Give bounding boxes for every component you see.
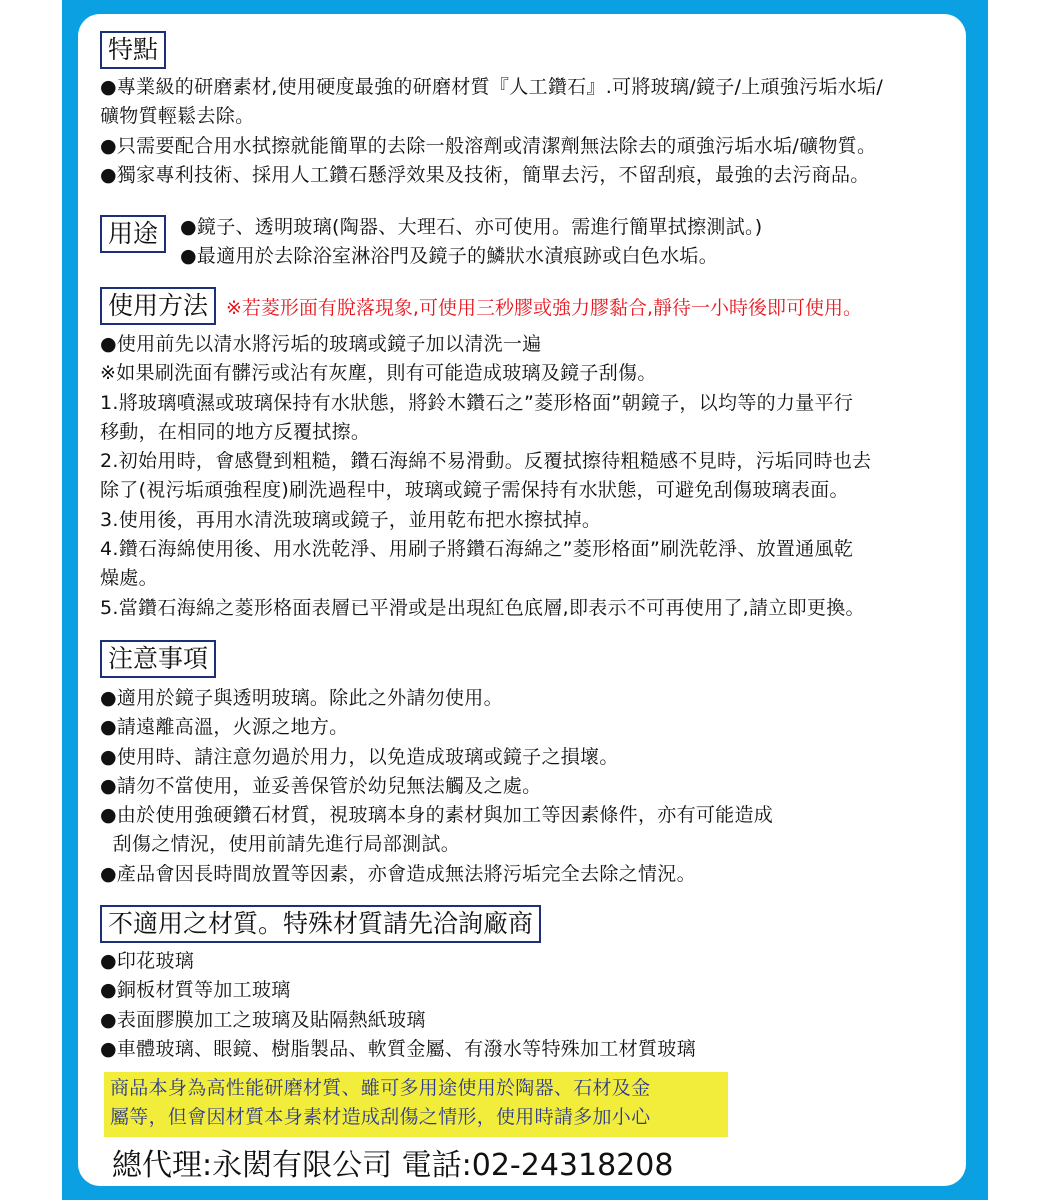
unsuitable-section [100,905,696,1064]
method-warning: ※若菱形面有脫落現象,可使用三秒膠或強力膠黏合,靜待一小時後即可使用。 [226,296,863,319]
method-line: 5.當鑽石海綿之菱形格面表層已平滑或是出現紅色底層,即表示不可再使用了,請立即更換。 [100,596,865,619]
method-line: ※如果刷洗面有髒污或沾有灰塵，則有可能造成玻璃及鏡子刮傷。 [100,362,657,385]
caution-line: ●請遠離高溫，火源之地方。 [100,716,349,739]
notice-line: 商品本身為高性能研磨材質、雖可多用途使用於陶器、石材及金 [110,1077,651,1099]
unsuitable-line: ●表面膠膜加工之玻璃及貼隔熱紙玻璃 [100,1008,426,1031]
distributor-contact: 總代理:永閎有限公司 電話:02-24318208 [112,1148,674,1183]
features-line: ●獨家專利技術、採用人工鑽石懸浮效果及技術，簡單去污，不留刮痕，最強的去污商品。 [100,163,870,186]
notice-line: 屬等，但會因材質本身素材造成刮傷之情形，使用時請多加小心 [110,1106,651,1129]
caution-line: ●適用於鏡子與透明玻璃。除此之外請勿使用。 [100,687,503,709]
method-line: ●使用前先以清水將污垢的玻璃或鏡子加以清洗一遍 [100,333,542,355]
features-line: 礦物質輕鬆去除。 [100,105,255,128]
cautions-heading: 注意事項 [100,640,216,678]
method-section [100,287,871,623]
method-heading: 使用方法 [100,287,216,325]
unsuitable-line: ●銅板材質等加工玻璃 [100,979,291,1002]
caution-line: ●使用時、請注意勿過於用力，以免造成玻璃或鏡子之損壞。 [100,745,619,768]
caution-line: 刮傷之情況，使用前請先進行局部測試。 [100,833,461,856]
features-line: ●專業級的研磨素材,使用硬度最強的研磨材質『人工鑽石』.可將玻璃/鏡子/上頑強污垢水垢/ [100,76,884,98]
notice-box [104,1072,728,1137]
method-line: 4.鑽石海綿使用後、用水洗乾淨、用刷子將鑽石海綿之”菱形格面”刷洗乾淨、放置通風乾 [100,538,854,561]
features-heading: 特點 [100,31,166,69]
method-line: 移動，在相同的地方反覆拭擦。 [100,420,371,443]
features-section [100,31,883,190]
method-line: 燥處。 [100,567,158,590]
usage-heading: 用途 [100,215,166,253]
usage-line: ●鏡子、透明玻璃(陶器、大理石、亦可使用。需進行簡單拭擦測試。) [180,216,763,238]
cautions-section [100,640,773,889]
caution-line: ●請勿不當使用，並妥善保管於幼兒無法觸及之處。 [100,774,542,797]
caution-line: ●由於使用強硬鑽石材質，視玻璃本身的素材與加工等因素條件，亦有可能造成 [100,804,774,827]
unsuitable-line: ●印花玻璃 [100,950,195,972]
features-line: ●只需要配合用水拭擦就能簡單的去除一般溶劑或清潔劑無法除去的頑強污垢水垢/礦物質。 [100,134,877,157]
usage-section [100,213,763,272]
usage-line: ●最適用於去除浴室淋浴門及鏡子的鱗狀水漬痕跡或白色水垢。 [180,245,718,268]
caution-line: ●產品會因長時間放置等因素，亦會造成無法將污垢完全去除之情況。 [100,862,696,885]
method-line: 1.將玻璃噴濕或玻璃保持有水狀態，將鈴木鑽石之”菱形格面”朝鏡子，以均等的力量平行 [100,391,854,414]
method-line: 3.使用後，再用水清洗玻璃或鏡子，並用乾布把水擦拭掉。 [100,508,602,531]
unsuitable-line: ●車體玻璃、眼鏡、樹脂製品、軟質金屬、有潑水等特殊加工材質玻璃 [100,1037,696,1060]
method-line: 除了(視污垢頑強程度)刷洗過程中，玻璃或鏡子需保持有水狀態，可避免刮傷玻璃表面。 [100,479,849,502]
unsuitable-heading: 不適用之材質。特殊材質請先洽詢廠商 [100,905,541,943]
method-line: 2.初始用時，會感覺到粗糙，鑽石海綿不易滑動。反覆拭擦待粗糙感不見時，污垢同時也去 [100,450,872,473]
